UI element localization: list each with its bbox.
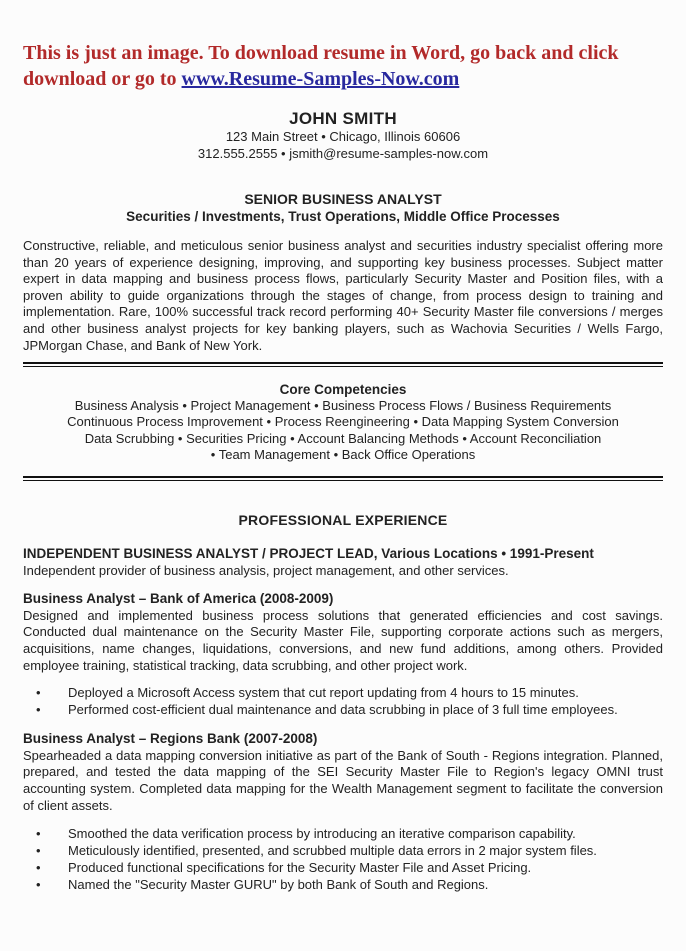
notice-line1: This is just an image. To download resume in Word, go back and click (23, 42, 619, 64)
professional-experience-heading: PROFESSIONAL EXPERIENCE (238, 512, 448, 529)
job-bullet: • Performed cost-efficient dual maintenance and data scrubbing in place of 3 full time employees. (23, 701, 663, 718)
job-description: Spearheaded a data mapping conversion initiative as part of the Bank of South - Regions integration. Planned, prepared, and tested the data mapping of the SEI Security Master File to Region's legacy OMNI trust accounting system. Completed data mapping for the Wealth Management segment to facilitate the conversion of client assets. (23, 747, 663, 813)
summary-paragraph: Constructive, reliable, and meticulous senior business analyst and securities industry specialist offering more than 20 years of experience designing, improving, and supporting key business processes. Subject matter expert in data mapping and business process flows, particularly Security Master and Position files, with a proven ability to guide organizations through the stages of change, from process design to training and implementation. Rare, 100% successful track record performing 40+ Security Master file conversions / merges and other business analyst projects for key banking players, such as Wachovia Securities / Wells Fargo, JPMorgan Chase, and Bank of New York. (23, 238, 663, 353)
role-title: SENIOR BUSINESS ANALYST (244, 191, 442, 207)
job-regions-bank (23, 731, 663, 893)
job-bullet-list (23, 684, 663, 718)
download-notice (23, 40, 663, 92)
umbrella-job-title: INDEPENDENT BUSINESS ANALYST / PROJECT LEAD, Various Locations • 1991-Present (23, 546, 594, 562)
competency-line: • Team Management • Back Office Operations (210, 447, 476, 463)
job-title: Business Analyst – Bank of America (2008-2009) (23, 591, 334, 607)
job-title: Business Analyst – Regions Bank (2007-2008) (23, 731, 318, 747)
job-bullet: • Meticulously identified, presented, and scrubbed multiple data errors in 2 major system files. (23, 842, 663, 859)
address-line: 123 Main Street • Chicago, Illinois 60606 (225, 129, 461, 144)
job-bank-of-america (23, 591, 663, 718)
role-subtitle: Securities / Investments, Trust Operations, Middle Office Processes (126, 209, 560, 224)
job-bullet: • Named the "Security Master GURU" by both Bank of South and Regions. (23, 876, 663, 893)
contact-header (23, 108, 663, 162)
phone-email-line: 312.555.2555 • jsmith@resume-samples-now.com (197, 145, 489, 161)
job-bullet: • Produced functional specifications for the Security Master File and Asset Pricing. (23, 859, 663, 876)
role-title-block (23, 191, 663, 225)
divider-double-top (23, 362, 663, 367)
job-bullet: • Deployed a Microsoft Access system that cut report updating from 4 hours to 15 minutes. (23, 684, 663, 701)
job-bullet: • Smoothed the data verification process by introducing an iterative comparison capability. (23, 825, 663, 842)
umbrella-job-description: Independent provider of business analysis, project management, and other services. (23, 562, 509, 578)
core-competencies-section (23, 381, 663, 463)
person-name: JOHN SMITH (289, 109, 397, 128)
competency-line: Data Scrubbing • Securities Pricing • Account Balancing Methods • Account Reconciliation (84, 430, 602, 446)
professional-experience-section (23, 512, 663, 893)
divider-double-bottom (23, 476, 663, 481)
core-competencies-heading: Core Competencies (279, 382, 407, 398)
job-bullet-list (23, 825, 663, 893)
resume-samples-now-link[interactable]: www.Resume-Samples-Now.com (181, 68, 460, 90)
competency-line: Continuous Process Improvement • Process Reengineering • Data Mapping System Conversion (67, 414, 619, 430)
job-description: Designed and implemented business process solutions that generated efficiencies and cost savings. Conducted dual maintenance on the Security Master File, supporting corporate actions such as mergers, acquisitions, name changes, liquidations, conversions, and new fund additions, among others. Provided employee training, statistical tracking, data scrubbing, and other project work. (23, 607, 663, 673)
competency-line: Business Analysis • Project Management • Business Process Flows / Business Requirements (74, 398, 612, 414)
notice-line2-prefix: download or go to (23, 68, 182, 90)
